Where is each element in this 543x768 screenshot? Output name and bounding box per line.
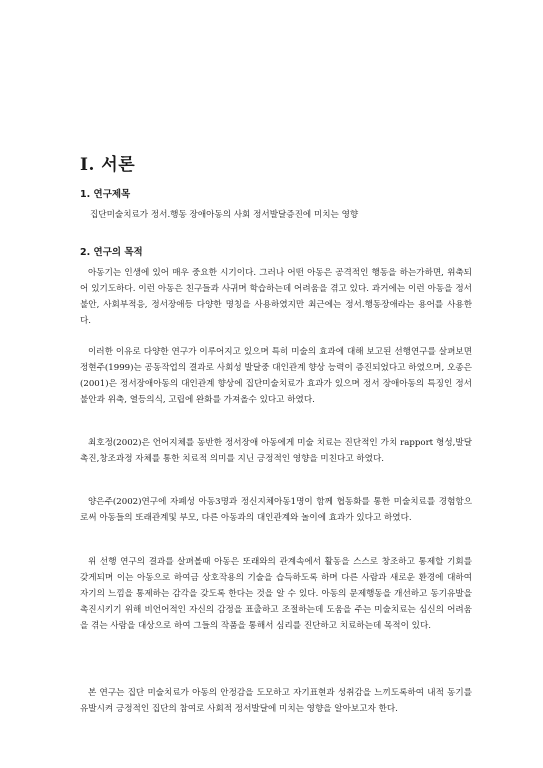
purpose-paragraph-1: 아동기는 인생에 있어 매우 중요한 시기이다. 그러나 어떤 아동은 공격적인 행동을 하는가하면, 위축되어 있기도하다. 이런 아동은 친구들과 사귀며 학습하는데 어려움을 겪고 있다. 과거에는 이런 아동을 정서불안, 사회부적응, 정서장애등 다양한 명칭을 사용하였지만 최근에는 정서.행동장애라는 용어를 사용한다. xyxy=(80,268,472,326)
purpose-paragraph-5: 위 선행 연구의 결과를 살펴볼때 아동은 또래와의 관계속에서 활동을 스스로 창조하고 통제할 기회를 갖게되며 이는 아동으로 하여금 상호작용의 기술을 습득하도록 하며 다른 사람과 새로운 환경에 대하여 자기의 느낌을 통제하는 감각을 갖도록 한다는 것을 알 수 있다. 아동의 문제행동을 개선하고 동기유발을 촉진시키기 위해 비언어적인 자신의 감정을 표출하고 조절하는데 도움을 주는 미술치료는 심신의 어려움을 겪는 사람을 대상으로 하여 그들의 작품을 통해서 심리를 진단하고 치료하는데 목적이 있다. xyxy=(80,557,472,631)
section-heading-research-title: 1. 연구제목 xyxy=(80,189,131,200)
purpose-paragraph-3: 최호정(2002)은 언어지체를 동반한 정서장애 아동에게 미술 치료는 진단적인 가치 rapport 형성,발달촉진,창조과정 자체를 통한 치료적 의미를 지닌 긍정적인 영향을 미친다고 하였다. xyxy=(80,438,472,464)
purpose-paragraph-6: 본 연구는 집단 미술치료가 아동의 안정감을 도모하고 자기표현과 성취감을 느끼도록하여 내적 동기를 유발시켜 긍정적인 집단의 참여로 사회적 정서발달에 미치는 영향을 알아보고자 한다. xyxy=(80,688,472,714)
purpose-paragraph-4: 양은주(2002)연구에 자폐성 아동3명과 정신지체아동1명이 함께 협동화를 통한 미술치료를 경험함으로써 아동들의 또래관계및 부모, 다른 아동과의 대인관계와 놀이에 효과가 있다고 하였다. xyxy=(80,497,472,523)
purpose-paragraph-2: 이러한 이유로 다양한 연구가 이루어지고 있으며 특히 미술의 효과에 대해 보고된 선행연구를 살펴보면 정현주(1999)는 공동작업의 결과로 사회성 발달중 대인관계 향상 능력이 증진되었다고 하였으며, 오종은(2001)은 정서장애아동의 대인관계 향상에 집단미술치료가 효과가 있으며 정서 장애아동의 특징인 정서불안과 위축, 열등의식, 고립에 완화를 가져올수 있다고 하였다. xyxy=(80,347,472,405)
research-title-text: 집단미술치료가 정서.행동 장애아동의 사회 정서발달증진에 미치는 영향 xyxy=(90,210,359,220)
section-heading-research-purpose: 2. 연구의 목적 xyxy=(80,247,143,258)
chapter-title: Ⅰ. 서론 xyxy=(80,155,136,175)
